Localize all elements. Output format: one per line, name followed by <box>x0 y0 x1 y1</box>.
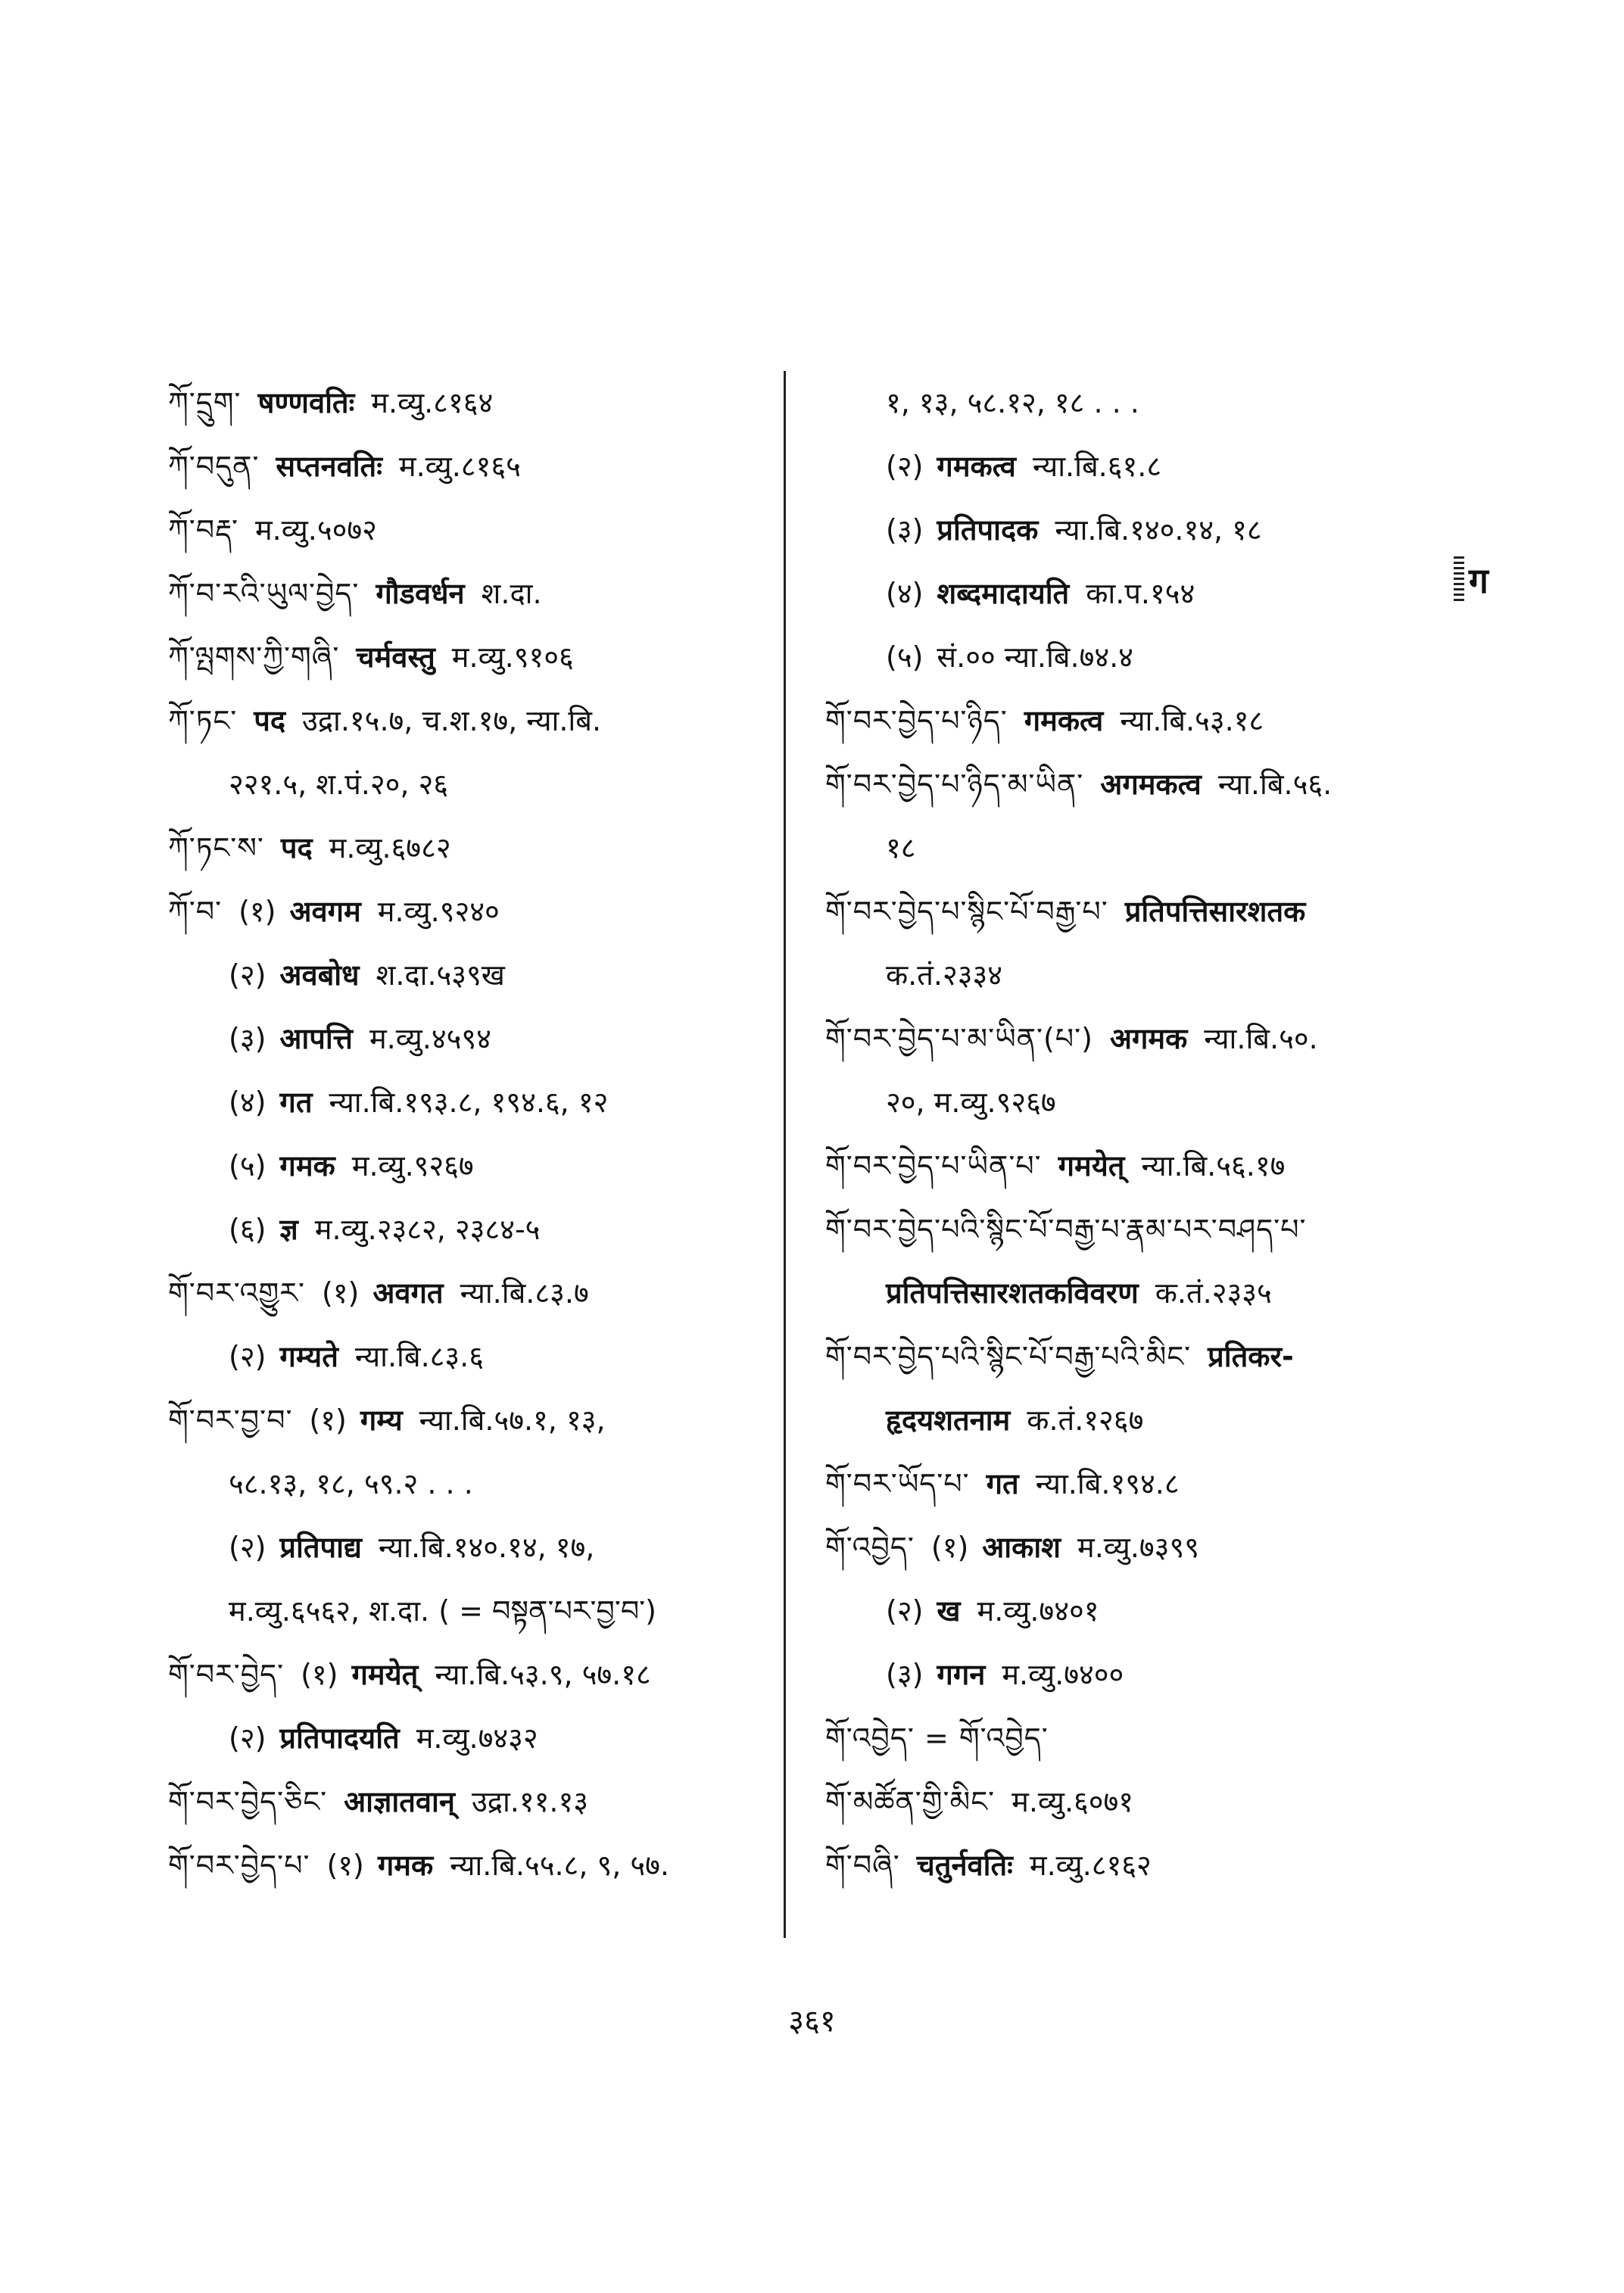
tibetan-headword: ཀོ་བ་ <box>168 895 223 928</box>
reference: उद्रा.१५.७, च.श.१७, न्या.बि. <box>302 704 602 737</box>
dictionary-entry-line <box>168 1643 774 1706</box>
dictionary-entry-line <box>825 1516 1431 1579</box>
dictionary-entry-line <box>825 1706 1431 1770</box>
sanskrit-equivalent: प्रतिपत्तिसारशतक <box>1124 895 1306 928</box>
reference: न्या.बि.१९३.८, १९४.६, १२ <box>329 1086 609 1119</box>
sense-number: (२) <box>229 1721 267 1755</box>
tibetan-headword: གོ་བར་ཡོད་པ་ <box>825 1467 970 1500</box>
tibetan-headword: གོ་མཚོན་གྱི་མིང་ <box>825 1785 996 1818</box>
sanskrit-equivalent: आज्ञातवान् <box>344 1785 455 1818</box>
dictionary-entry-line <box>168 498 774 562</box>
sanskrit-equivalent: प्रतिपादक <box>937 513 1039 547</box>
reference: म.व्यु.६७८२ <box>329 831 451 865</box>
left-column <box>168 371 774 1897</box>
tibetan-headword: ཀོ་དྲུག་ <box>168 386 242 419</box>
sanskrit-equivalent: गमक <box>377 1849 434 1882</box>
dictionary-entry-line <box>825 1770 1431 1833</box>
sanskrit-equivalent: अगमकत्व <box>1100 768 1202 801</box>
tibetan-headword: གོ་བར་བྱེད་པ་མ་ཡིན་(པ་) <box>825 1022 1093 1055</box>
reference: २०, म.व्यु.९२६७ <box>886 1086 1056 1119</box>
sense-number: (१) <box>301 1658 338 1691</box>
dictionary-entry-line <box>168 371 774 435</box>
sanskrit-equivalent: आकाश <box>982 1531 1061 1564</box>
reference: न्या.बि.५७.१, १३, <box>419 1404 606 1437</box>
reference: म.व्यु.८१६४ <box>371 386 494 419</box>
sanskrit-equivalent: प्रतिपत्तिसारशतकविवरण <box>886 1276 1139 1310</box>
tibetan-headword: ཀོ་ལྤགས་ཀྱི་གཞི་ <box>168 640 340 674</box>
sanskrit-equivalent: अगमक <box>1109 1022 1188 1055</box>
reference: म.व्यु.४५९४ <box>369 1022 491 1055</box>
reference: २२१.५, श.पं.२०, २६ <box>229 768 449 801</box>
reference: म.व्यु.८१६५ <box>398 450 521 483</box>
sanskrit-equivalent: प्रतिपाद्य <box>279 1531 362 1564</box>
sense-number: (१) <box>930 1531 969 1564</box>
sanskrit-equivalent: पद <box>254 704 285 737</box>
sanskrit-equivalent: अवबोध <box>279 958 360 992</box>
dictionary-entry-line <box>825 880 1431 943</box>
dictionary-entry-line <box>825 371 1431 435</box>
reference: न्या.बि.८३.६ <box>354 1340 485 1373</box>
reference: म.व्यु.७४३२ <box>416 1721 538 1755</box>
reference: म.व्यु.८१६२ <box>1029 1849 1152 1882</box>
reference: उद्रा.११.१३ <box>471 1785 588 1818</box>
dictionary-entry-line <box>825 1833 1431 1897</box>
reference: न्या.बि.८३.७ <box>460 1276 589 1310</box>
reference: न्या.बि.५३.९, ५७.१८ <box>435 1658 651 1691</box>
tab-stripes <box>1454 556 1464 603</box>
sanskrit-equivalent: गत <box>986 1467 1019 1500</box>
sanskrit-equivalent: गम्यते <box>279 1340 338 1373</box>
sense-number: (२) <box>886 450 924 483</box>
sense-number: (४) <box>886 577 924 610</box>
dictionary-entry-line <box>825 498 1431 562</box>
tibetan-headword: གོ་བར་བྱ་བ་ <box>168 1404 293 1437</box>
sanskrit-equivalent: गमयेत् <box>1058 1149 1125 1182</box>
reference: न्या.बि.१९४.८ <box>1035 1467 1180 1500</box>
tibetan-headword: གོ་བར་བྱེད་པའི་སྙིང་པོ་བརྒྱ་པ་རྣམ་པར་བཤད་པ་ <box>825 1213 1307 1246</box>
reference: म.व्यु.९२४० <box>377 895 500 928</box>
dictionary-entry-line <box>168 816 774 880</box>
sense-number: (५) <box>886 640 924 674</box>
sanskrit-equivalent: शब्दमादायति <box>937 577 1070 610</box>
sense-number: (१) <box>238 895 276 928</box>
reference: सं.०० न्या.बि.७४.४ <box>937 640 1133 674</box>
tibetan-headword: གོ་བར་བྱེད་པ་ཡིན་པ་ <box>825 1149 1042 1182</box>
sanskrit-equivalent: पद <box>280 831 313 865</box>
tibetan-headword: གོ་འབྱེད་ = གོ་འབྱེད་ <box>825 1721 1049 1755</box>
sanskrit-equivalent: सप्तनवतिः <box>276 450 382 483</box>
reference: म.व्यु.७४०१ <box>977 1594 1099 1628</box>
dictionary-entry-line <box>168 1452 774 1516</box>
reference: १, १३, ५८.१२, १८ . . . <box>886 386 1139 419</box>
dictionary-entry-line <box>168 1833 774 1897</box>
reference: न्या.बि.५०. <box>1204 1022 1318 1055</box>
dictionary-entry-line <box>168 1134 774 1198</box>
reference: न्या.बि.५३.१८ <box>1120 704 1264 737</box>
reference: श.दा. <box>481 577 542 610</box>
dictionary-entry-line <box>168 752 774 816</box>
reference: क.तं.१२६७ <box>1027 1404 1144 1437</box>
dictionary-entry-line <box>168 943 774 1007</box>
reference: क.तं.२३३४ <box>886 958 1003 992</box>
section-tab-icon <box>1454 556 1492 603</box>
reference: न्या.बि.५६. <box>1217 768 1333 801</box>
dictionary-entry-line <box>168 1070 774 1134</box>
tibetan-headword: ཀོ་ཏང་ <box>168 704 238 737</box>
reference: म.व्यु.९१०६ <box>451 640 574 674</box>
dictionary-entry-line <box>825 752 1431 816</box>
dictionary-entry-line <box>825 1579 1431 1643</box>
reference: न्या.बि.१४०.१४, १७, <box>378 1531 595 1564</box>
reference: म.व्यु.६०७१ <box>1011 1785 1134 1818</box>
sense-number: (३) <box>886 1658 924 1691</box>
tibetan-headword: ཀོ་བ་རའི་ཡུལ་བྱེད་ <box>168 577 360 610</box>
dictionary-entry-line <box>825 625 1431 689</box>
reference: १८ <box>886 831 916 865</box>
dictionary-entry-line <box>168 625 774 689</box>
sanskrit-equivalent: चतुर्नवतिः <box>916 1849 1013 1882</box>
reference: का.प.१५४ <box>1086 577 1195 610</box>
sense-number: (३) <box>229 1022 267 1055</box>
reference: न्या.बि.५५.८, ९, ५७. <box>450 1849 669 1882</box>
dictionary-entry-line <box>825 1007 1431 1070</box>
tibetan-headword: གོ་བར་བྱེད་པ་ <box>168 1849 310 1882</box>
tibetan-headword: གོ་བར་འགྱུར་ <box>168 1276 305 1310</box>
dictionary-entry-line <box>825 1261 1431 1325</box>
dictionary-entry-line <box>825 1134 1431 1198</box>
tibetan-headword: གོ་བར་བྱེད་ <box>168 1658 285 1691</box>
sanskrit-equivalent: हृदयशतनाम <box>886 1404 1011 1437</box>
sense-number: (२) <box>229 1340 267 1373</box>
sense-number: (२) <box>886 1594 924 1628</box>
reference: ५८.१३, १८, ५९.२ . . . <box>229 1467 473 1500</box>
dictionary-entry-line <box>168 1198 774 1261</box>
dictionary-entry-line <box>168 435 774 498</box>
tibetan-headword: གོ་བར་བྱེད་པ་སྙིང་པོ་བརྒྱ་པ་ <box>825 895 1108 928</box>
dictionary-entry-line <box>168 1261 774 1325</box>
tibetan-headword: ཀོ་བརྡ་ <box>168 513 238 547</box>
tibetan-headword: ཀོ་བདུན་ <box>168 450 260 483</box>
sanskrit-equivalent: गमकत्व <box>937 450 1016 483</box>
tibetan-headword: གོ་བཞི་ <box>825 1849 900 1882</box>
section-tab-letter: ग <box>1469 560 1488 601</box>
dictionary-entry-line <box>168 1325 774 1388</box>
dictionary-entry-line <box>825 1325 1431 1388</box>
tibetan-headword: གོ་འབྱེད་ <box>825 1531 915 1564</box>
dictionary-entry-line <box>168 1516 774 1579</box>
dictionary-entry-line <box>825 816 1431 880</box>
tibetan-headword: གོ་བར་བྱེད་པ་ཉིད་མ་ཡིན་ <box>825 768 1084 801</box>
right-column <box>825 371 1431 1897</box>
tibetan-headword: གོ་བར་བྱེད་པའི་སྙིང་པོ་བརྒྱ་པའི་མིང་ <box>825 1340 1192 1373</box>
reference: क.तं.२३३५ <box>1155 1276 1272 1310</box>
tibetan-headword: གོ་བར་བྱེད་ཅིང་ <box>168 1785 328 1818</box>
dictionary-entry-line <box>168 880 774 943</box>
reference: म.व्यु.५०७२ <box>254 513 377 547</box>
sanskrit-equivalent: प्रतिकर- <box>1208 1340 1294 1373</box>
tibetan-headword: གོ་བར་བྱེད་པ་ཉིད་ <box>825 704 1008 737</box>
sense-number: (२) <box>229 1531 267 1564</box>
sanskrit-equivalent: प्रतिपादयति <box>279 1721 400 1755</box>
sanskrit-equivalent: गौडवर्धन <box>376 577 465 610</box>
dictionary-entry-line <box>825 1452 1431 1516</box>
sense-number: (१) <box>326 1849 364 1882</box>
sense-number: (३) <box>886 513 924 547</box>
dictionary-entry-line <box>825 435 1431 498</box>
sense-number: (६) <box>229 1213 267 1246</box>
sense-number: (२) <box>229 958 267 992</box>
dictionary-entry-line <box>825 1388 1431 1452</box>
sanskrit-equivalent: षण्णवतिः <box>257 386 355 419</box>
sanskrit-equivalent: गमक <box>279 1149 335 1182</box>
reference: म.व्यु.६५६२, श.दा. ( = བསྟན་པར་བྱ་བ་) <box>229 1594 656 1628</box>
sanskrit-equivalent: गमयेत् <box>351 1658 419 1691</box>
dictionary-entry-line <box>168 1388 774 1452</box>
dictionary-entry-line <box>168 1579 774 1643</box>
reference: म.व्यु.९२६७ <box>351 1149 474 1182</box>
dictionary-entry-line <box>168 1007 774 1070</box>
sense-number: (५) <box>229 1149 267 1182</box>
dictionary-entry-line <box>825 689 1431 752</box>
sanskrit-equivalent: अवगत <box>372 1276 444 1310</box>
sanskrit-equivalent: ज्ञ <box>279 1213 298 1246</box>
dictionary-entry-line <box>825 1643 1431 1706</box>
page-number: ३६१ <box>788 2004 836 2039</box>
sanskrit-equivalent: गत <box>279 1086 313 1119</box>
sanskrit-equivalent: चर्मवस्तु <box>356 640 435 674</box>
dictionary-entry-line <box>168 562 774 625</box>
dictionary-entry-line <box>168 1706 774 1770</box>
sanskrit-equivalent: गगन <box>937 1658 986 1691</box>
sanskrit-equivalent: गमकत्व <box>1024 704 1104 737</box>
reference: न्या.बि.६१.८ <box>1032 450 1162 483</box>
dictionary-entry-line <box>825 943 1431 1007</box>
sanskrit-equivalent: ख <box>937 1594 961 1628</box>
sanskrit-equivalent: आपत्ति <box>279 1022 353 1055</box>
sense-number: (४) <box>229 1086 267 1119</box>
reference: म.व्यु.७३९९ <box>1077 1531 1199 1564</box>
sense-number: (१) <box>321 1276 360 1310</box>
sanskrit-equivalent: गम्य <box>360 1404 403 1437</box>
tibetan-headword: ཀོ་ཏང་ས་ <box>168 831 264 865</box>
dictionary-entry-line <box>168 1770 774 1833</box>
reference: श.दा.५३९ख <box>376 958 505 992</box>
reference: म.व्यु.२३८२, २३८४-५ <box>314 1213 541 1246</box>
reference: न्या.बि.५६.१७ <box>1141 1149 1286 1182</box>
sense-number: (१) <box>309 1404 347 1437</box>
dictionary-entry-line <box>825 1198 1431 1261</box>
column-divider <box>784 371 786 1938</box>
dictionary-entry-line <box>825 1070 1431 1134</box>
reference: म.व्यु.७४०० <box>1002 1658 1124 1691</box>
sanskrit-equivalent: अवगम <box>289 895 361 928</box>
dictionary-entry-line <box>825 562 1431 625</box>
dictionary-entry-line <box>168 689 774 752</box>
reference: न्या.बि.१४०.१४, १८ <box>1055 513 1262 547</box>
